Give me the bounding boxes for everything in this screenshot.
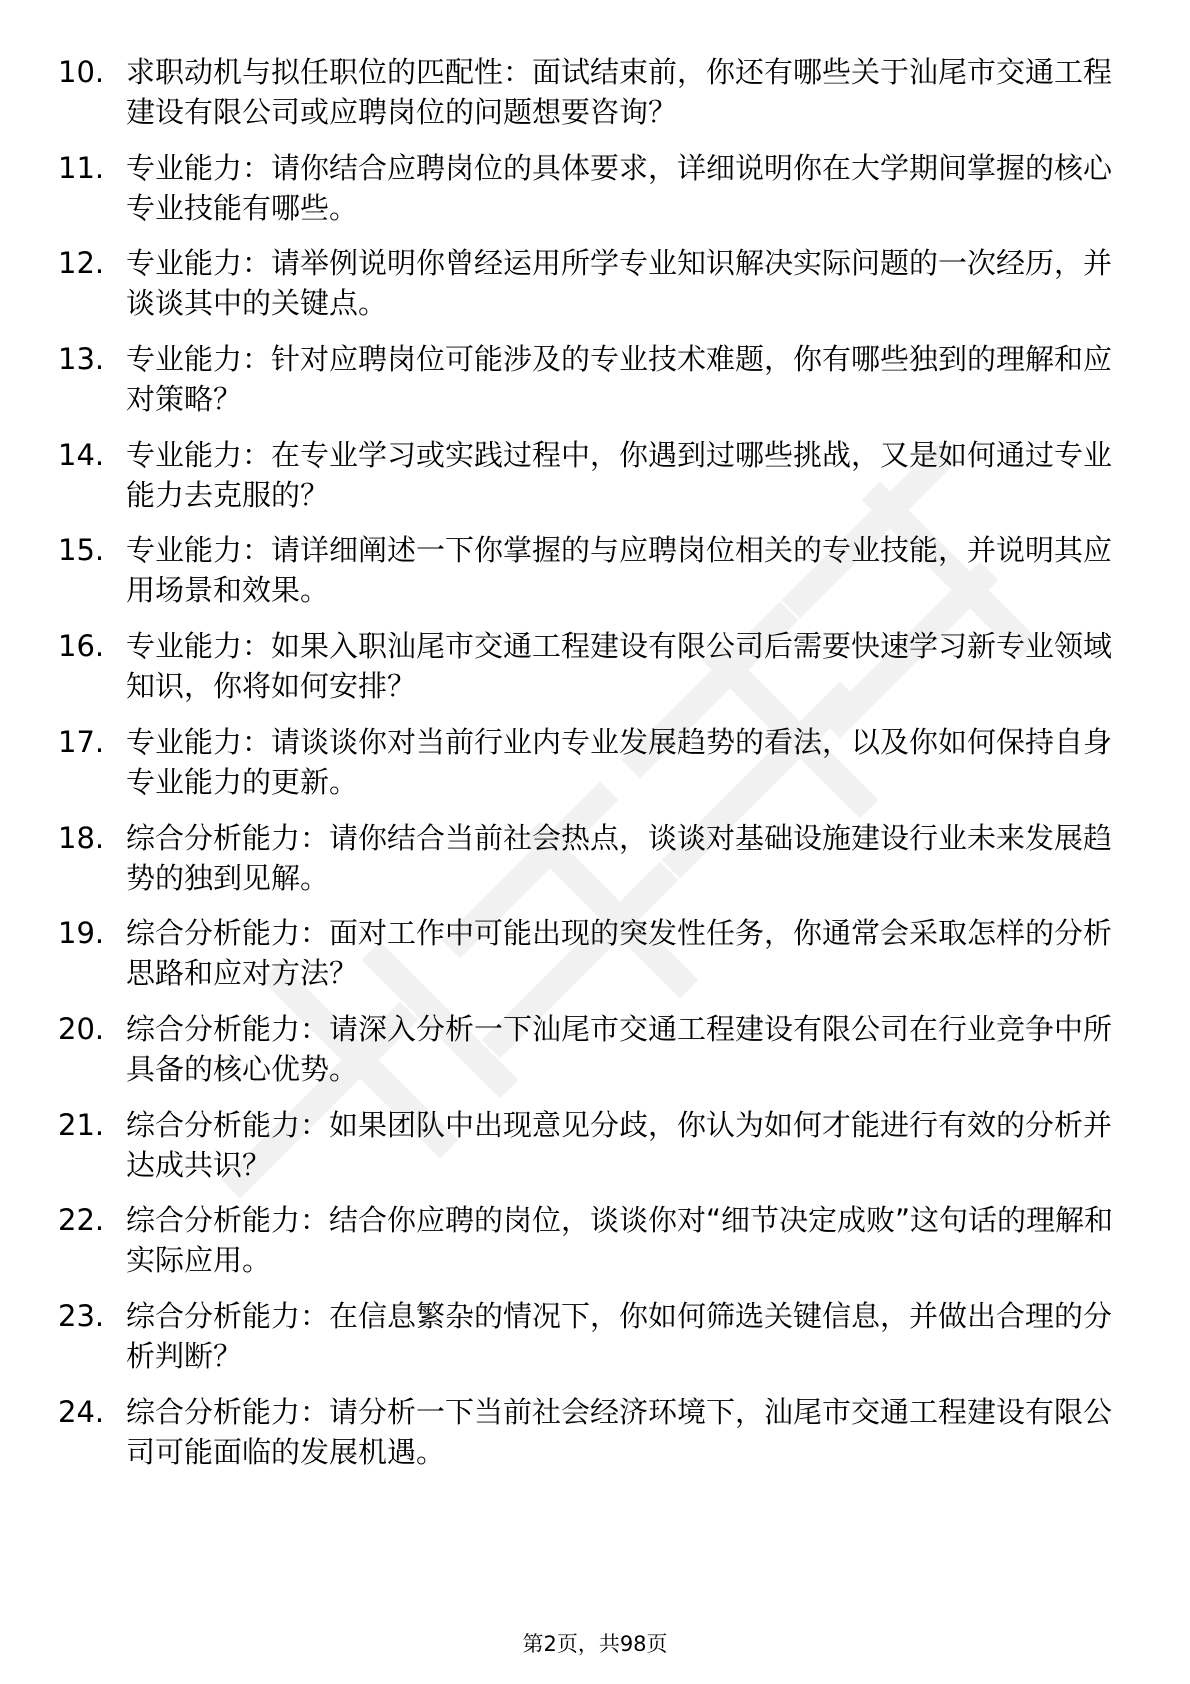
question-text: 综合分析能力：结合你应聘的岗位，谈谈你对“细节决定成败”这句话的理解和实际应用。: [126, 1203, 1114, 1278]
question-number: 17.: [58, 724, 105, 759]
question-item: [58, 626, 1118, 706]
question-item: [58, 1296, 1118, 1376]
question-item: [58, 530, 1118, 610]
question-text: 专业能力：请详细阐述一下你掌握的与应聘岗位相关的专业技能，并说明其应用场景和效果。: [126, 533, 1113, 608]
question-text: 专业能力：针对应聘岗位可能涉及的专业技术难题，你有哪些独到的理解和应对策略？: [126, 342, 1113, 417]
question-item: [58, 722, 1118, 802]
question-text: 专业能力：在专业学习或实践过程中，你遇到过哪些挑战，又是如何通过专业能力去克服的？: [126, 437, 1113, 512]
question-number: 18.: [58, 820, 105, 855]
question-number: 23.: [58, 1298, 105, 1333]
question-number: 11.: [58, 150, 105, 185]
question-number: 16.: [58, 629, 105, 664]
question-item: [58, 1392, 1118, 1472]
question-number: 10.: [58, 55, 105, 89]
question-number: 21.: [58, 1107, 105, 1142]
question-number: 20.: [58, 1011, 105, 1046]
question-item: [58, 818, 1118, 898]
question-number: 22.: [58, 1203, 105, 1238]
question-item: [58, 913, 1118, 993]
question-number: 19.: [58, 916, 105, 951]
question-item: [58, 52, 1118, 132]
question-item: [58, 148, 1118, 228]
question-list: [58, 52, 1118, 1487]
question-text: 专业能力：请你结合应聘岗位的具体要求，详细说明你在大学期间掌握的核心专业技能有哪些。: [126, 150, 1113, 225]
question-text: 综合分析能力：在信息繁杂的情况下，你如何筛选关键信息，并做出合理的分析判断？: [126, 1298, 1113, 1373]
question-item: [58, 1009, 1118, 1089]
question-item: [58, 1105, 1118, 1185]
question-text: 综合分析能力：请深入分析一下汕尾市交通工程建设有限公司在行业竞争中所具备的核心优势。: [126, 1011, 1113, 1086]
question-text: 专业能力：请举例说明你曾经运用所学专业知识解决实际问题的一次经历，并谈谈其中的关键点。: [126, 246, 1113, 321]
question-text: 综合分析能力：如果团队中出现意见分歧，你认为如何才能进行有效的分析并达成共识？: [126, 1107, 1113, 1182]
question-text: 专业能力：请谈谈你对当前行业内专业发展趋势的看法，以及你如何保持自身专业能力的更新。: [126, 724, 1113, 799]
question-text: 综合分析能力：请你结合当前社会热点，谈谈对基础设施建设行业未来发展趋势的独到见解。: [126, 820, 1113, 895]
question-item: [58, 243, 1118, 323]
question-number: 24.: [58, 1394, 105, 1429]
question-text: 求职动机与拟任职位的匹配性：面试结束前，你还有哪些关于汕尾市交通工程建设有限公司或应聘岗位的问题想要咨询？: [126, 55, 1113, 129]
question-number: 13.: [58, 342, 105, 377]
question-item: [58, 435, 1118, 515]
question-text: 综合分析能力：请分析一下当前社会经济环境下，汕尾市交通工程建设有限公司可能面临的发展机遇。: [126, 1394, 1113, 1469]
question-text: 综合分析能力：面对工作中可能出现的突发性任务，你通常会采取怎样的分析思路和应对方法？: [126, 916, 1113, 991]
question-number: 14.: [58, 437, 105, 472]
question-number: 15.: [58, 533, 105, 568]
question-number: 12.: [58, 246, 105, 281]
question-item: [58, 1200, 1118, 1280]
question-item: [58, 339, 1118, 419]
page-number-footer: 第2页，共98页: [522, 1632, 668, 1656]
question-text: 专业能力：如果入职汕尾市交通工程建设有限公司后需要快速学习新专业领域知识，你将如何安排？: [126, 629, 1113, 704]
